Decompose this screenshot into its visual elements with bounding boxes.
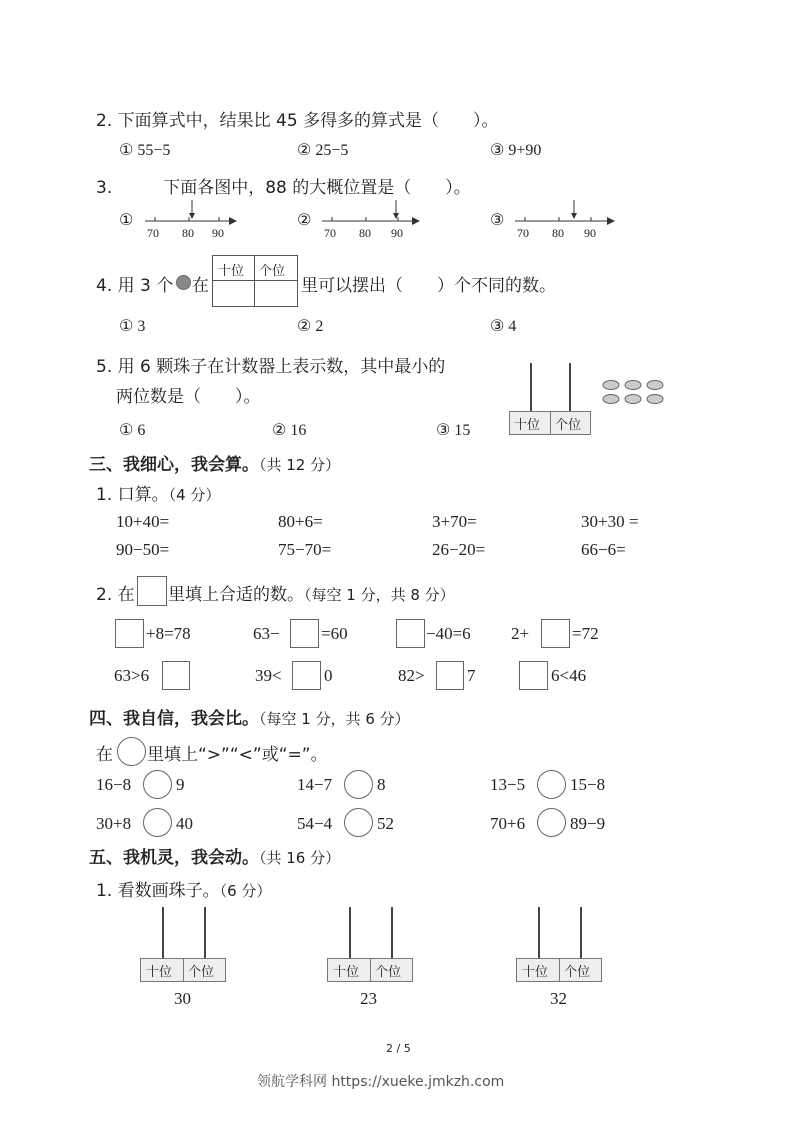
- abacus-base: [140, 958, 226, 982]
- oral-calc-7: 26−20=: [432, 540, 486, 559]
- section-3-sub1-score: （4 分）: [168, 486, 221, 504]
- abacus-base: [327, 958, 413, 982]
- section-5-score: （共 16 分）: [259, 849, 341, 867]
- abacus-base: [516, 958, 602, 982]
- abacus-label-tens: 十位: [333, 965, 360, 980]
- oral-calc-8: 66−6=: [581, 540, 626, 559]
- fill-expr-2-a: 63−: [253, 624, 280, 643]
- fill-box-4[interactable]: [541, 619, 570, 648]
- question-3-option-2-marker[interactable]: ②: [297, 210, 312, 229]
- compare-left-1: 16−8: [96, 775, 132, 794]
- abacus-label-tens: 十位: [514, 418, 541, 433]
- compare-left-4: 54−4: [297, 814, 333, 833]
- question-3-option-3-marker[interactable]: ③: [490, 210, 505, 229]
- question-5-stem-line2: 两位数是（ ）。: [116, 387, 261, 407]
- section-5-sub1-text: 1. 看数画珠子。: [96, 881, 220, 901]
- number-line-3-tick-90: 90: [584, 226, 596, 240]
- abacus-label-ones: 个位: [555, 418, 582, 433]
- abacus-question-5: [509, 363, 589, 435]
- oral-calc-4: 30+30 =: [581, 512, 639, 531]
- abacus-rod-tens: [538, 907, 540, 959]
- abacus-rod-tens: [349, 907, 351, 959]
- fill-box-2[interactable]: [290, 619, 319, 648]
- section-4-score: （每空 1 分，共 6 分）: [259, 710, 410, 728]
- number-line-2-tick-70: 70: [324, 226, 336, 240]
- compare-right-2: 40: [176, 814, 193, 833]
- compare-circle-4[interactable]: [344, 808, 373, 837]
- number-line-2: [322, 200, 422, 245]
- section-4-instr-a: 在: [96, 745, 113, 765]
- abacus-32[interactable]: [516, 907, 602, 982]
- question-5-option-1[interactable]: ① 6: [119, 422, 146, 439]
- question-2-option-2[interactable]: ② 25−5: [297, 142, 349, 159]
- section-3-sub1: [96, 480, 220, 505]
- question-2-option-1[interactable]: ① 55−5: [119, 142, 171, 159]
- compare-circle-3[interactable]: [344, 770, 373, 799]
- compare-circle-1[interactable]: [143, 770, 172, 799]
- number-line-1-tick-90: 90: [212, 226, 224, 240]
- question-4-stem-a: 4. 用 3 个: [96, 276, 174, 296]
- fill-expr-6-a: 39<: [255, 666, 282, 685]
- abacus-base-divider: [550, 412, 551, 434]
- page-number: 2 / 5: [386, 1042, 411, 1055]
- table-divider-horizontal: [213, 280, 297, 281]
- abacus-rod-ones: [580, 907, 582, 959]
- fill-expr-4-b: =72: [572, 624, 599, 643]
- fill-box-3[interactable]: [396, 619, 425, 648]
- abacus-number-3: 32: [550, 989, 567, 1008]
- example-circle: [117, 737, 146, 766]
- number-line-2-tick-90: 90: [391, 226, 403, 240]
- oral-calc-6: 75−70=: [278, 540, 332, 559]
- abacus-rod-tens: [162, 907, 164, 959]
- example-box: [137, 576, 167, 606]
- fill-box-8[interactable]: [519, 661, 548, 690]
- section-3-score: （共 12 分）: [259, 456, 341, 474]
- fill-expr-3: −40=6: [426, 624, 471, 643]
- place-value-table: [212, 255, 298, 307]
- fill-box-6[interactable]: [292, 661, 321, 690]
- question-4-stem-c: 里可以摆出（ ）个不同的数。: [301, 276, 556, 296]
- abacus-23[interactable]: [327, 907, 413, 982]
- fill-expr-7-a: 82>: [398, 666, 425, 685]
- abacus-label-ones: 个位: [188, 965, 215, 980]
- bead-icon: [176, 275, 191, 290]
- fill-expr-7-b: 7: [467, 666, 476, 685]
- compare-circle-5[interactable]: [537, 770, 566, 799]
- question-2-option-3[interactable]: ③ 9+90: [490, 142, 542, 159]
- section-4-instr-b: 里填上“>”“<”或“=”。: [147, 745, 328, 765]
- fill-expr-2-b: =60: [321, 624, 348, 643]
- compare-left-6: 70+6: [490, 814, 526, 833]
- question-3-option-1-marker[interactable]: ①: [119, 210, 134, 229]
- abacus-label-ones: 个位: [564, 965, 591, 980]
- source-watermark: 领航学科网 https://xueke.jmkzh.com: [257, 1074, 505, 1090]
- fill-expr-8: 6<46: [551, 666, 587, 685]
- abacus-label-tens: 十位: [522, 965, 549, 980]
- abacus-rod-tens: [530, 363, 532, 413]
- oral-calc-1: 10+40=: [116, 512, 170, 531]
- compare-right-5: 15−8: [570, 775, 606, 794]
- abacus-base: [509, 411, 591, 435]
- question-4-option-2[interactable]: ② 2: [297, 318, 324, 335]
- number-line-3: [515, 200, 615, 245]
- fill-box-7[interactable]: [436, 661, 464, 690]
- section-4-title: [89, 704, 410, 729]
- compare-circle-6[interactable]: [537, 808, 566, 837]
- section-3-sub2-score: （每空 1 分，共 8 分）: [304, 586, 455, 604]
- fill-box-5[interactable]: [162, 661, 190, 690]
- abacus-30[interactable]: [140, 907, 226, 982]
- compare-left-2: 30+8: [96, 814, 132, 833]
- abacus-base-divider: [183, 959, 184, 981]
- oral-calc-2: 80+6=: [278, 512, 323, 531]
- compare-left-5: 13−5: [490, 775, 526, 794]
- number-line-2-tick-80: 80: [359, 226, 371, 240]
- table-header-tens: 十位: [218, 264, 245, 279]
- abacus-label-ones: 个位: [375, 965, 402, 980]
- fill-expr-6-b: 0: [324, 666, 333, 685]
- table-header-ones: 个位: [259, 264, 286, 279]
- question-2-stem: 2. 下面算式中，结果比 45 多得多的算式是（ ）。: [96, 111, 499, 131]
- number-line-1-tick-80: 80: [182, 226, 194, 240]
- abacus-base-divider: [370, 959, 371, 981]
- section-3-sub2-text: 里填上合适的数。: [168, 585, 304, 605]
- fill-expr-1: +8=78: [146, 624, 191, 643]
- compare-right-3: 8: [377, 775, 386, 794]
- abacus-number-1: 30: [174, 989, 191, 1008]
- beads-group: [602, 378, 666, 408]
- compare-circle-2[interactable]: [143, 808, 172, 837]
- compare-right-1: 9: [176, 775, 185, 794]
- section-3-sub2: [168, 580, 455, 605]
- abacus-label-tens: 十位: [146, 965, 173, 980]
- question-4-option-3[interactable]: ③ 4: [490, 318, 517, 335]
- abacus-rod-ones: [391, 907, 393, 959]
- oral-calc-3: 3+70=: [432, 512, 477, 531]
- section-4-title-text: 四、我自信，我会比。: [89, 709, 259, 729]
- section-3-sub2-a: 2. 在: [96, 585, 135, 605]
- section-5-title-text: 五、我机灵，我会动。: [89, 848, 259, 868]
- fill-expr-4-a: 2+: [511, 624, 530, 643]
- fill-expr-5: 63>6: [114, 666, 150, 685]
- question-5-option-2[interactable]: ② 16: [272, 422, 307, 439]
- compare-right-4: 52: [377, 814, 394, 833]
- abacus-base-divider: [559, 959, 560, 981]
- section-3-title: [89, 450, 340, 475]
- section-5-title: [89, 843, 340, 868]
- number-line-3-tick-80: 80: [552, 226, 564, 240]
- question-3-stem: 3. 下面各图中，88 的大概位置是（ ）。: [96, 178, 471, 198]
- section-5-sub1-score: （6 分）: [219, 882, 272, 900]
- question-4-stem-b: 在: [192, 276, 209, 296]
- question-5-option-3[interactable]: ③ 15: [436, 422, 471, 439]
- question-5-stem-line1: 5. 用 6 颗珠子在计数器上表示数，其中最小的: [96, 357, 446, 377]
- abacus-rod-ones: [569, 363, 571, 413]
- abacus-rod-ones: [204, 907, 206, 959]
- fill-box-1[interactable]: [115, 619, 144, 648]
- section-3-title-text: 三、我细心，我会算。: [89, 455, 259, 475]
- table-divider-vertical: [254, 256, 255, 306]
- number-line-1-tick-70: 70: [147, 226, 159, 240]
- abacus-number-2: 23: [360, 989, 377, 1008]
- number-line-3-tick-70: 70: [517, 226, 529, 240]
- oral-calc-5: 90−50=: [116, 540, 170, 559]
- compare-right-6: 89−9: [570, 814, 606, 833]
- section-5-sub1: [96, 876, 271, 901]
- section-3-sub1-text: 1. 口算。: [96, 485, 169, 505]
- compare-left-3: 14−7: [297, 775, 333, 794]
- question-4-option-1[interactable]: ① 3: [119, 318, 146, 335]
